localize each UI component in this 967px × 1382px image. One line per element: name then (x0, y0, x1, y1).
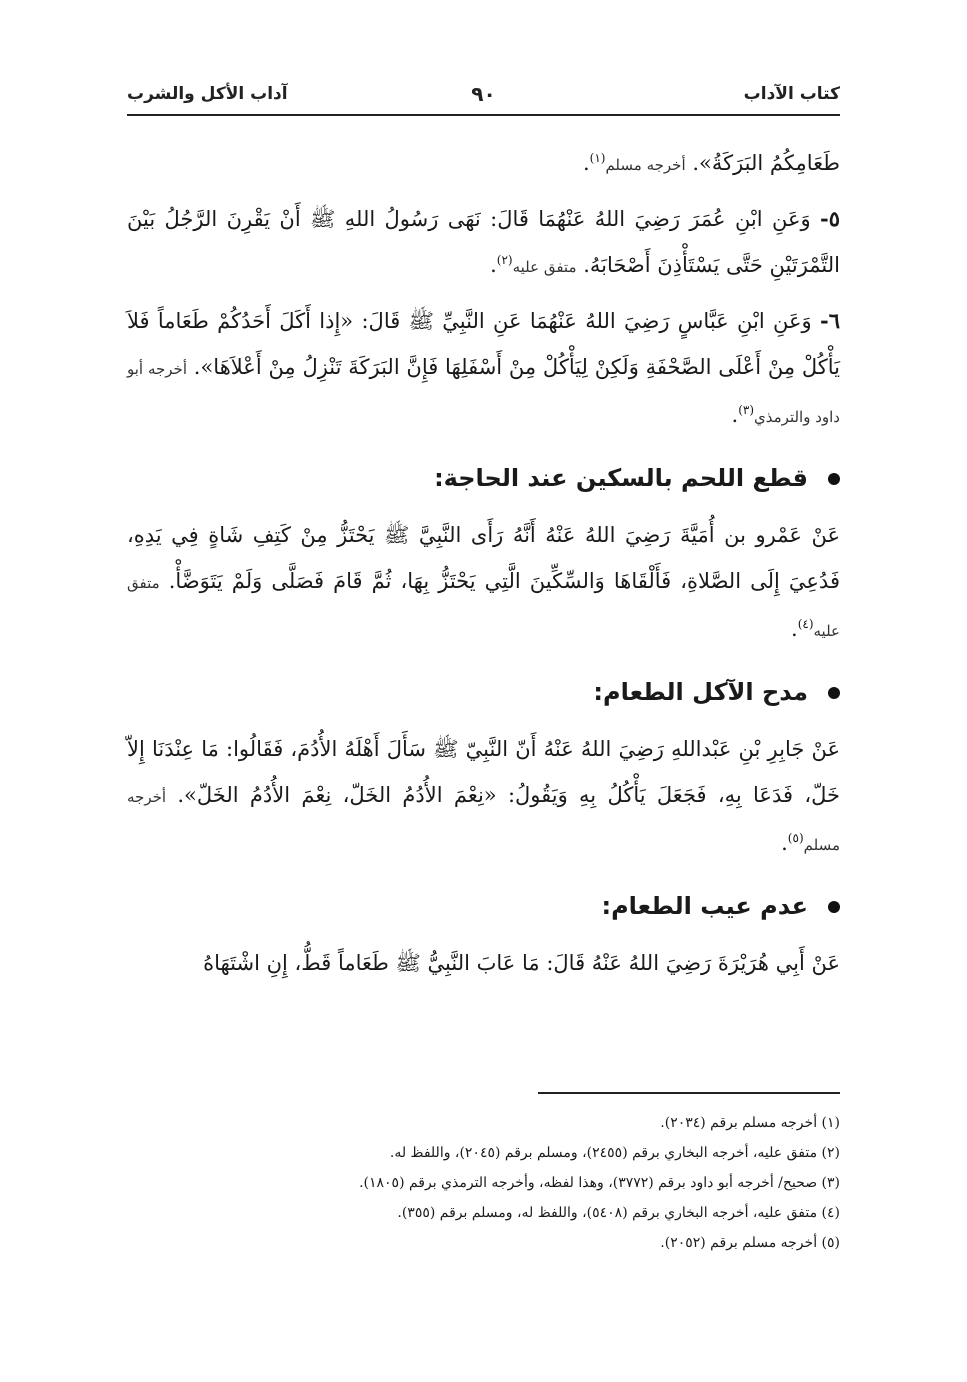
footnote: (١) أخرجه مسلم برقم (٢٠٣٤). (660, 1115, 840, 1131)
hadith-paragraph: ٦- وَعَنِ ابْنِ عَبَّاسٍ رَضِيَ اللهُ عَنْهُمَا عَنِ النَّبِيِّ ﷺ قَالَ: «إِذا أَكَلَ أَحَدُكُمْ طَعَاماً فَلاَ يَأْكُلْ مِنْ أَعْلَى الصَّحْفَةِ وَلَكِنْ لِيَأْكُلْ مِنْ أَسْفَلِهَا فَإِنَّ البَرَكَةَ تَنْزِلُ مِنْ أَعْلاَهَا». أخرجه أبو داود والترمذي$^{(٣)}$. (127, 308, 841, 427)
hadith-source: أخرجه مسلم (605, 156, 686, 174)
hadith-source: متفق عليه (512, 258, 577, 276)
hadith-source: متفق عليه (127, 574, 840, 640)
footnote-ref: (٢) (496, 253, 513, 267)
footnote: (٢) متفق عليه، أخرجه البخاري برقم (٢٤٥٥)، ومسلم برقم (٢٠٤٥)، واللفظ له. (389, 1145, 840, 1161)
footnote-ref: (٤) (797, 617, 814, 631)
page-number: ٩٠ (471, 82, 496, 106)
book-title: كتاب الآداب (743, 84, 840, 104)
hadith-paragraph: عَنْ جَابِرِ بْنِ عَبْداللهِ رَضِيَ اللهُ عَنْهُ أَنّ النَّبِيّ ﷺ سَأَلَ أَهْلَهُ الأُدُمَ، فَقَالُوا: مَا عِنْدَنَا إِلاّ خَلّ، فَدَعَا بِهِ، فَجَعَلَ يَأْكُلُ بِهِ وَيَقُولُ: «نِعْمَ الأُدُمُ الخَلّ، نِعْمَ الأُدُمُ الخَلّ». أخرجه مسلم$^{(٥)}$. (127, 737, 840, 855)
hadith-text: وَعَنِ ابْنِ عُمَرَ رَضِيَ اللهُ عَنْهُمَا قَالَ: نَهَى رَسُولُ اللهِ ﷺ أَنْ يَقْرِنَ الرَّجُلُ بَيْنَ التَّمْرَتَيْنِ حَتَّى يَسْتَأْذِنَ أَصْحَابَهُ. (127, 207, 840, 277)
running-header (127, 84, 840, 112)
footnote-divider (538, 1092, 840, 1094)
footnote-ref: (١) (589, 151, 606, 165)
hadith-text: طَعَامِكُمُ البَرَكَةُ». (692, 151, 840, 175)
paragraph-continuation: طَعَامِكُمُ البَرَكَةُ». أخرجه مسلم$^{(١)}$. (582, 151, 840, 175)
hadith-paragraph (127, 940, 840, 986)
hadith-number: ٥- (819, 206, 840, 231)
hadith-number: ٦- (820, 308, 840, 333)
hadith-paragraph: ٥- وَعَنِ ابْنِ عُمَرَ رَضِيَ اللهُ عَنْهُمَا قَالَ: نَهَى رَسُولُ اللهِ ﷺ أَنْ يَقْرِنَ الرَّجُلُ بَيْنَ التَّمْرَتَيْنِ حَتَّى يَسْتَأْذِنَ أَصْحَابَهُ. متفق عليه$^{(٢)}$. (127, 206, 840, 277)
hadith-text: عَنْ عَمْرو بن أُمَيَّةَ رَضِيَ اللهُ عَنْهُ أَنَّهُ رَأَى النَّبِيَّ ﷺ يَحْتَزُّ مِنْ كَتِفِ شَاةٍ فِي يَدِهِ، فَدُعِيَ إِلَى الصَّلاةِ، فَأَلْقَاهَا وَالسِّكِّينَ الَّتِي يَحْتَزُّ بِهَا، ثُمَّ قَامَ فَصَلَّى وَلَمْ يَتَوَضَّأْ. (127, 523, 840, 593)
footnote: (٣) صحيح/ أخرجه أبو داود برقم (٣٧٧٢)، وهذا لفظه، وأخرجه الترمذي برقم (١٨٠٥). (359, 1175, 840, 1191)
hadith-paragraph: عَنْ عَمْرو بن أُمَيَّةَ رَضِيَ اللهُ عَنْهُ أَنَّهُ رَأَى النَّبِيَّ ﷺ يَحْتَزُّ مِنْ كَتِفِ شَاةٍ فِي يَدِهِ، فَدُعِيَ إِلَى الصَّلاةِ، فَأَلْقَاهَا وَالسِّكِّينَ الَّتِي يَحْتَزُّ بِهَا، ثُمَّ قَامَ فَصَلَّى وَلَمْ يَتَوَضَّأْ. متفق عليه$^{(٤)}$. (127, 523, 840, 641)
hadith-text: وَعَنِ ابْنِ عَبَّاسٍ رَضِيَ اللهُ عَنْهُمَا عَنِ النَّبِيِّ ﷺ قَالَ: «إِذا أَكَلَ أَحَدُكُمْ طَعَاماً فَلاَ يَأْكُلْ مِنْ أَعْلَى الصَّحْفَةِ وَلَكِنْ لِيَأْكُلْ مِنْ أَسْفَلِهَا فَإِنَّ البَرَكَةَ تَنْزِلُ مِنْ أَعْلاَهَا». (127, 309, 841, 379)
section-heading: قطع اللحم بالسكين عند الحاجة: (127, 458, 840, 498)
bullet-icon (828, 473, 840, 485)
hadith-source: أخرجه مسلم (127, 788, 840, 854)
hadith-source: أخرجه أبو داود والترمذي (127, 360, 840, 426)
footnote-ref: (٥) (787, 831, 804, 845)
main-text (127, 140, 840, 994)
chapter-title: آداب الأكل والشرب (127, 84, 288, 104)
section-heading: عدم عيب الطعام: (127, 886, 840, 926)
header-divider (127, 114, 840, 116)
hadith-text: عَنْ جَابِرِ بْنِ عَبْداللهِ رَضِيَ اللهُ عَنْهُ أَنّ النَّبِيّ ﷺ سَأَلَ أَهْلَهُ الأُدُمَ، فَقَالُوا: مَا عِنْدَنَا إِلاّ خَلّ، فَدَعَا بِهِ، فَجَعَلَ يَأْكُلُ بِهِ وَيَقُولُ: «نِعْمَ الأُدُمُ الخَلّ، نِعْمَ الأُدُمُ الخَلّ». (127, 737, 840, 807)
hadith-text: عَنْ أَبِي هُرَيْرَةَ رَضِيَ اللهُ عَنْهُ قَالَ: مَا عَابَ النَّبِيُّ ﷺ طَعَاماً قَطُّ، إِنِ اشْتَهَاهُ (203, 951, 840, 975)
section-heading: مدح الآكل الطعام: (127, 672, 840, 712)
bullet-icon (828, 901, 840, 913)
footnotes (127, 1108, 840, 1258)
bullet-icon (828, 687, 840, 699)
footnote: (٥) أخرجه مسلم برقم (٢٠٥٢). (660, 1235, 840, 1251)
footnote: (٤) متفق عليه، أخرجه البخاري برقم (٥٤٠٨)، واللفظ له، ومسلم برقم (٣٥٥). (397, 1205, 840, 1221)
footnote-ref: (٣) (738, 403, 755, 417)
